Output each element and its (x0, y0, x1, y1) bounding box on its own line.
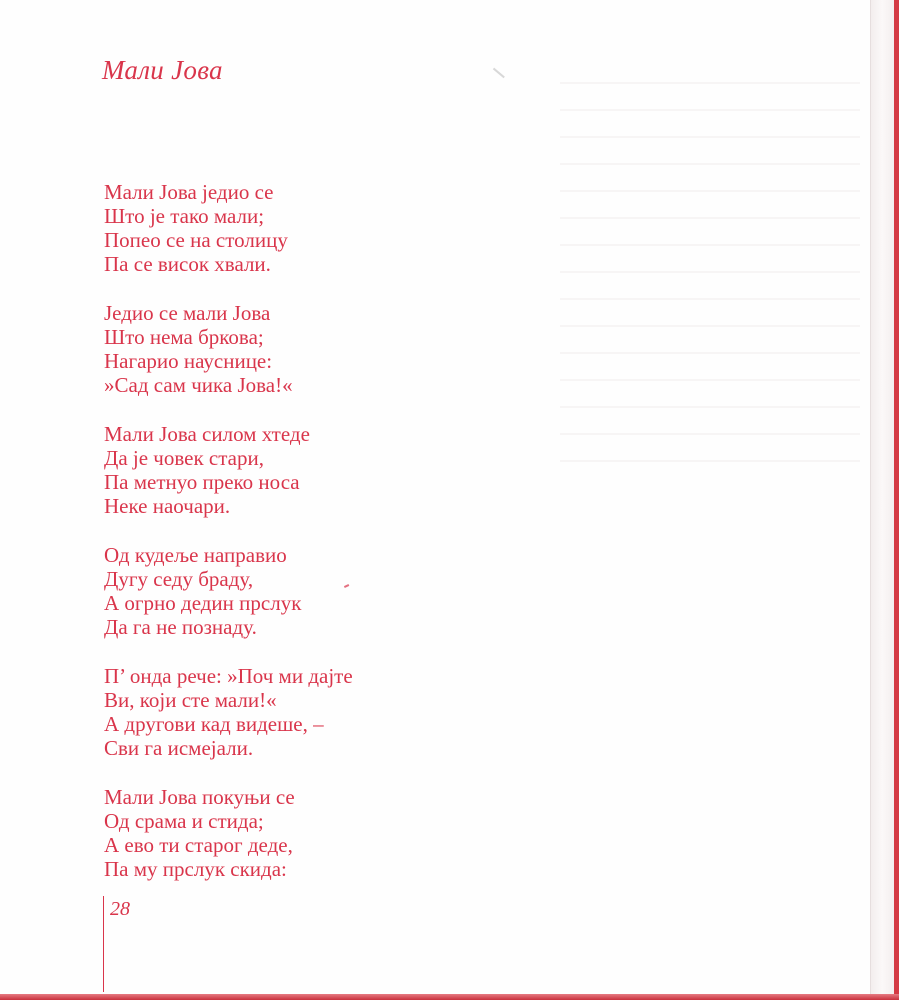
poem-line: Па метнуо преко носа (104, 470, 300, 494)
stanza (104, 422, 524, 518)
poem-line: Неке наочари. (104, 494, 231, 518)
poem-line: П’ онда рече: »Поч ми дајте (104, 664, 353, 688)
poem-line: А ево ти старог деде, (104, 833, 293, 857)
page-number-rule (103, 896, 104, 992)
book-bottom-edge (0, 994, 899, 1000)
poem-line: Да је човек стари, (104, 446, 264, 470)
poem-line: Једио се мали Јова (104, 301, 271, 325)
poem-line: Нагарио науснице: (104, 349, 273, 373)
poem-line: Ви, који сте мали!« (104, 688, 277, 712)
poem-line: Па се висок хвали. (104, 252, 271, 276)
ink-speck (493, 68, 505, 78)
stanza (104, 543, 524, 639)
poem-line: Дугу седу браду, (104, 567, 254, 591)
stanza (104, 664, 524, 760)
poem-line: Што је тако мали; (104, 204, 265, 228)
poem-line: Од кудеље направио (104, 543, 287, 567)
poem-line: Што нема бркова; (104, 325, 264, 349)
poem-body (104, 180, 524, 906)
facing-page-show-through (560, 60, 860, 480)
poem-line: Сви га исмејали. (104, 736, 254, 760)
poem-line: Мали Јова покуњи се (104, 785, 295, 809)
poem-line: »Сад сам чика Јова!« (104, 373, 293, 397)
poem-line: А огрно дедин прслук (104, 591, 302, 615)
poem-line: Да га не познаду. (104, 615, 257, 639)
poem-line: Попео се на столицу (104, 228, 288, 252)
poem-title: Мали Јова (102, 55, 223, 85)
poem-line: Мали Јова силом хтеде (104, 422, 310, 446)
book-cover-edge (894, 0, 899, 1000)
stanza (104, 180, 524, 276)
page-number: 28 (110, 898, 130, 920)
poem-line: Од срама и стида; (104, 809, 264, 833)
stanza (104, 785, 524, 881)
poem-line: А другови кад видеше, – (104, 712, 324, 736)
poem-line: Па му прслук скида: (104, 857, 287, 881)
stanza (104, 301, 524, 397)
poem-line: Мали Јова једио се (104, 180, 274, 204)
